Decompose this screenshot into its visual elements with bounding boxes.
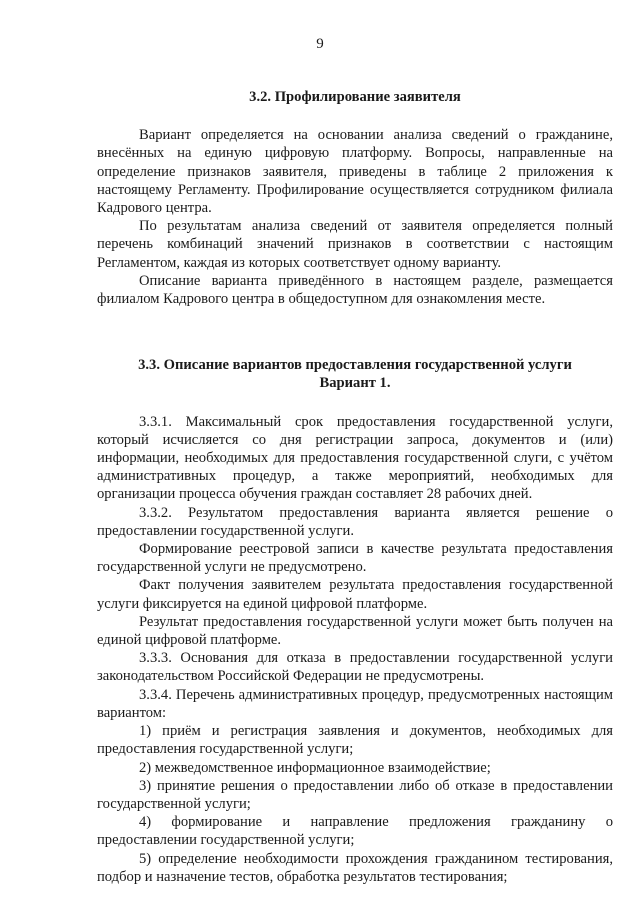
paragraph: 3.3.1. Максимальный срок предоставления государственной услуги, который исчисляется со дня регистрации запроса, документов и (или) информации, необходимых для предоставления государственной слуги, с учётом административных процедур, а также мероприятий, необходимых для организации процесса обучения граждан составляет 28 рабочих дней.: [97, 413, 613, 503]
paragraph: По результатам анализа сведений от заявителя определяется полный перечень комбинаций значений признаков в соответствии с настоящим Регламентом, каждая из которых соответствует одному варианту.: [97, 218, 613, 271]
list-item: 3) принятие решения о предоставлении либо об отказе в предоставлении государственной услуги;: [97, 777, 613, 812]
paragraph: Описание варианта приведённого в настоящем разделе, размещается филиалом Кадрового центра в общедоступном для ознакомления месте.: [97, 272, 613, 308]
list-item: 1) приём и регистрация заявления и документов, необходимых для предоставления государственной услуги;: [97, 723, 613, 758]
variant-subtitle: Вариант 1.: [319, 375, 391, 392]
paragraph: Факт получения заявителем результата предоставления государственной услуги фиксируется на единой цифровой платформе.: [97, 577, 613, 612]
list-item: 4) формирование и направление предложения гражданину о предоставлении государственной услуги;: [97, 814, 613, 849]
paragraph: Результат предоставления государственной услуги может быть получен на единой цифровой платформе.: [97, 613, 613, 649]
list-item: 5) определение необходимости прохождения гражданином тестирования, подбор и назначение тестов, обработка результатов тестирования;: [97, 850, 613, 885]
paragraph: 3.3.3. Основания для отказа в предоставлении государственной услуги законодательством Российской Федерации не предусмотрены.: [97, 650, 613, 685]
page-content: [97, 88, 613, 886]
list-item: 2) межведомственное информационное взаимодействие;: [139, 759, 491, 776]
paragraph: Формирование реестровой записи в качестве результата предоставления государственной услуги не предусмотрено.: [97, 541, 613, 576]
page-number: 9: [316, 36, 324, 52]
section-3-3-title: 3.3. Описание вариантов предоставления государственной услуги: [138, 357, 572, 374]
section-3-2-title: 3.2. Профилирование заявителя: [249, 89, 461, 105]
paragraph: Вариант определяется на основании анализа сведений о гражданине, внесённых на единую цифровую платформу. Вопросы, направленные на определение признаков заявителя, приведены в таблице 2 приложения к настоящему Регламенту. Профилирование осуществляется сотрудником филиала Кадрового центра.: [97, 127, 613, 217]
paragraph: 3.3.2. Результатом предоставления варианта является решение о предоставлении государственной услуги.: [97, 504, 613, 539]
paragraph: 3.3.4. Перечень административных процедур, предусмотренных настоящим вариантом:: [97, 686, 613, 721]
